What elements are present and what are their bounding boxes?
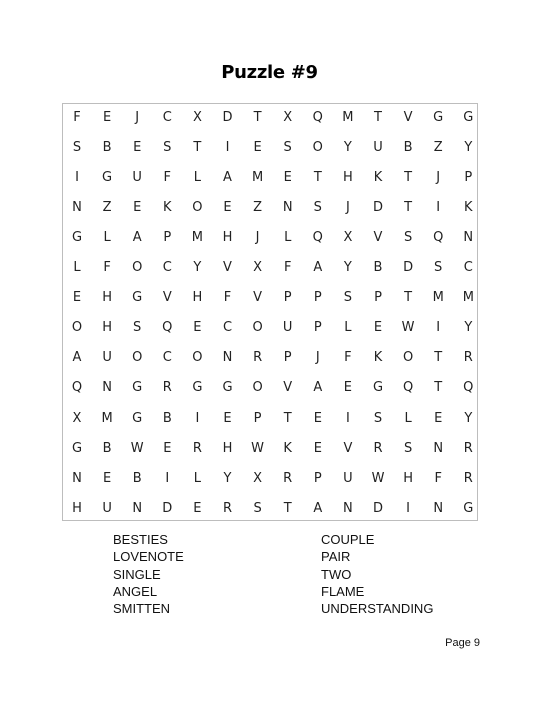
grid-cell[interactable]: E (223, 410, 232, 426)
grid-cell[interactable]: B (403, 140, 413, 156)
grid-cell[interactable]: N (433, 500, 444, 516)
grid-cell[interactable]: F (283, 260, 292, 276)
grid-row (63, 103, 477, 133)
grid-cell[interactable]: Y (343, 260, 352, 276)
grid-cell[interactable]: Y (343, 140, 352, 156)
grid-cell[interactable]: Y (464, 320, 473, 336)
grid-cell[interactable]: B (102, 140, 112, 156)
grid-cell[interactable]: I (165, 470, 170, 486)
grid-cell[interactable]: W (251, 440, 265, 456)
grid-cell[interactable]: S (434, 260, 443, 276)
grid-cell[interactable]: K (373, 170, 383, 186)
grid-cell[interactable]: X (253, 470, 263, 486)
grid-cell[interactable]: P (163, 230, 172, 246)
grid-cell[interactable]: G (132, 410, 143, 426)
grid-cell[interactable]: P (283, 290, 292, 306)
word-list-item: ANGEL (113, 583, 158, 599)
grid-cell[interactable]: Z (253, 200, 263, 216)
grid-cell[interactable]: S (403, 440, 413, 456)
grid-cell[interactable]: K (464, 200, 473, 216)
grid-cell[interactable]: J (436, 170, 441, 186)
grid-cell[interactable]: T (404, 290, 413, 306)
word-search-grid (62, 103, 478, 521)
grid-cell[interactable]: V (343, 440, 353, 456)
grid-cell[interactable]: M (342, 110, 354, 125)
grid-cell[interactable]: Q (402, 380, 414, 396)
grid-cell[interactable]: V (223, 260, 232, 276)
grid-cell[interactable]: I (436, 320, 441, 336)
grid-cell[interactable]: K (283, 440, 292, 456)
grid-cell[interactable]: N (132, 500, 143, 516)
grid-cell[interactable]: A (223, 170, 232, 186)
grid-cell[interactable]: E (373, 320, 383, 336)
grid-cell[interactable]: L (193, 170, 202, 186)
grid-row (63, 283, 477, 313)
grid-cell[interactable]: D (162, 500, 173, 516)
grid-cell[interactable]: H (102, 320, 112, 336)
grid-cell[interactable]: E (283, 170, 292, 186)
grid-row (63, 253, 477, 283)
grid-row (63, 223, 477, 253)
grid-cell[interactable]: R (373, 440, 383, 456)
grid-row (63, 133, 477, 163)
grid-cell[interactable]: A (313, 380, 323, 396)
grid-cell[interactable]: Z (433, 140, 443, 156)
grid-cell[interactable]: O (192, 200, 203, 216)
grid-cell[interactable]: I (436, 200, 441, 216)
grid-cell[interactable]: Y (464, 140, 473, 156)
grid-cell[interactable]: G (71, 440, 83, 456)
grid-cell[interactable]: X (253, 260, 263, 276)
grid-cell[interactable]: L (103, 230, 111, 246)
grid-cell[interactable]: D (372, 500, 383, 516)
grid-cell[interactable]: E (102, 110, 112, 125)
grid-cell[interactable]: J (315, 350, 320, 366)
grid-cell[interactable]: N (463, 230, 474, 246)
grid-cell[interactable]: O (132, 260, 143, 276)
grid-cell[interactable]: S (313, 200, 322, 216)
grid-cell[interactable]: E (102, 470, 112, 486)
grid-cell[interactable]: T (313, 170, 322, 186)
grid-cell[interactable]: S (133, 320, 142, 336)
grid-cell[interactable]: H (192, 290, 203, 306)
word-list-item: SMITTEN (113, 601, 171, 617)
word-list-item: LOVENOTE (113, 549, 184, 565)
grid-cell[interactable]: I (195, 410, 200, 426)
grid-cell[interactable]: F (163, 170, 172, 186)
grid-cell[interactable]: N (72, 200, 82, 216)
word-list-left (113, 531, 184, 617)
grid-cell[interactable]: F (434, 470, 442, 486)
grid-cell[interactable]: E (72, 290, 82, 306)
grid-cell[interactable]: K (163, 200, 172, 216)
grid-cell[interactable]: H (403, 470, 413, 486)
grid-cell[interactable]: B (102, 440, 112, 456)
grid-cell[interactable]: N (72, 470, 82, 486)
grid-cell[interactable]: U (132, 170, 142, 186)
grid-cell[interactable]: E (133, 140, 142, 156)
grid-cell[interactable]: X (72, 410, 82, 426)
grid-cell[interactable]: L (193, 470, 202, 486)
grid-row (63, 163, 477, 193)
grid-cell[interactable]: O (312, 140, 323, 156)
grid-cell[interactable]: X (192, 110, 202, 125)
grid-cell[interactable]: V (283, 380, 293, 396)
grid-cell[interactable]: Q (312, 230, 323, 246)
grid-cell[interactable]: Y (464, 410, 473, 426)
grid-cell[interactable]: S (343, 290, 353, 306)
grid-cell[interactable]: O (192, 350, 203, 366)
grid-cell[interactable]: J (255, 230, 260, 246)
grid-cell[interactable]: R (162, 380, 172, 396)
grid-cell[interactable]: I (75, 170, 79, 186)
grid-cell[interactable]: R (283, 470, 293, 486)
grid-cell[interactable]: S (283, 140, 292, 156)
grid-cell[interactable]: R (463, 440, 473, 456)
grid-row (63, 494, 477, 524)
grid-cell[interactable]: T (283, 500, 292, 516)
grid-cell[interactable]: G (463, 110, 474, 125)
word-list-item: SINGLE (113, 566, 161, 582)
word-list-item: COUPLE (321, 532, 375, 547)
grid-cell[interactable]: P (283, 350, 292, 366)
grid-cell[interactable]: T (434, 380, 443, 396)
grid-cell[interactable]: C (463, 260, 473, 276)
grid-cell[interactable]: Y (193, 260, 202, 276)
grid-cell[interactable]: N (102, 380, 112, 396)
grid-cell[interactable]: S (72, 140, 82, 156)
grid-cell[interactable]: G (102, 170, 113, 186)
grid-cell[interactable]: H (72, 500, 82, 516)
grid-cell[interactable]: O (252, 320, 263, 336)
grid-cell[interactable]: U (102, 350, 112, 366)
grid-cell[interactable]: E (193, 500, 202, 516)
grid-cell[interactable]: W (371, 470, 385, 486)
grid-cell[interactable]: S (163, 140, 172, 156)
grid-cell[interactable]: E (313, 410, 322, 426)
grid-cell[interactable]: V (253, 290, 263, 306)
grid-cell[interactable]: R (253, 350, 263, 366)
grid-cell[interactable]: A (313, 260, 323, 276)
grid-row (63, 434, 477, 464)
grid-cell[interactable]: V (403, 110, 413, 125)
grid-cell[interactable]: P (313, 320, 322, 336)
grid-cell[interactable]: M (462, 290, 474, 306)
grid-cell[interactable]: F (73, 110, 81, 125)
grid-cell[interactable]: H (102, 290, 112, 306)
grid-cell[interactable]: Y (223, 470, 232, 486)
grid-cell[interactable]: V (373, 230, 383, 246)
grid-cell[interactable]: K (373, 350, 383, 366)
word-list-right (321, 531, 433, 617)
grid-cell[interactable]: A (313, 500, 323, 516)
grid-cell[interactable]: C (222, 320, 233, 336)
grid-cell[interactable]: D (372, 200, 383, 216)
grid-cell[interactable]: Z (102, 200, 112, 216)
grid-cell[interactable]: S (253, 500, 262, 516)
grid-cell[interactable]: G (433, 110, 444, 125)
grid-cell[interactable]: T (193, 140, 202, 156)
grid-cell[interactable]: Q (312, 110, 323, 125)
grid-cell[interactable]: H (222, 230, 233, 246)
grid-cell[interactable]: G (463, 500, 474, 516)
grid-cell[interactable]: I (406, 500, 411, 516)
word-list-item: UNDERSTANDING (321, 601, 434, 617)
grid-cell[interactable]: E (193, 320, 202, 336)
grid-cell[interactable]: F (344, 350, 352, 366)
word-list-item: PAIR (321, 549, 351, 565)
grid-cell[interactable]: G (71, 230, 83, 246)
grid-cell[interactable]: J (135, 110, 140, 125)
grid-row (63, 313, 477, 343)
grid-row (63, 464, 477, 494)
word-list-item: FLAME (321, 583, 365, 599)
grid-cell[interactable]: T (253, 110, 262, 125)
grid-cell[interactable]: E (343, 380, 352, 396)
grid-cell[interactable]: E (163, 440, 172, 456)
grid-cell[interactable]: T (283, 410, 292, 426)
grid-cell[interactable]: M (432, 290, 444, 306)
grid-cell[interactable]: M (101, 410, 113, 426)
grid-cell[interactable]: L (344, 320, 352, 336)
grid-cell[interactable]: A (132, 230, 142, 246)
grid-cell[interactable]: E (133, 200, 142, 216)
grid-cell[interactable]: R (463, 350, 473, 366)
grid-cell[interactable]: H (222, 440, 233, 456)
grid-cell[interactable]: O (402, 350, 414, 366)
grid-cell[interactable]: S (373, 410, 383, 426)
grid-cell[interactable]: P (313, 470, 322, 486)
grid-cell[interactable]: U (343, 470, 353, 486)
grid-cell[interactable]: H (343, 170, 353, 186)
grid-cell[interactable]: S (403, 230, 413, 246)
grid-cell[interactable]: G (192, 380, 203, 396)
grid-cell[interactable]: C (162, 260, 172, 276)
grid-cell[interactable]: L (284, 230, 292, 246)
grid-cell[interactable]: T (374, 110, 382, 125)
grid-cell[interactable]: Q (463, 380, 474, 396)
grid-cell[interactable]: O (252, 380, 263, 396)
grid-cell[interactable]: P (464, 170, 473, 186)
page-number: Page 9 (445, 637, 480, 649)
grid-cell[interactable]: M (191, 230, 203, 246)
word-list-item: BESTIES (113, 532, 168, 547)
grid-cell[interactable]: E (313, 440, 322, 456)
grid-cell[interactable]: D (403, 260, 414, 276)
grid-cell[interactable]: C (162, 350, 172, 366)
grid-cell[interactable]: R (463, 470, 473, 486)
grid-cell[interactable]: N (433, 440, 444, 456)
grid-cell[interactable]: E (253, 140, 262, 156)
grid-cell[interactable]: I (225, 140, 230, 156)
grid-cell[interactable]: N (343, 500, 353, 516)
grid-cell[interactable]: A (72, 350, 82, 366)
grid-cell[interactable]: G (132, 290, 143, 306)
grid-cell[interactable]: G (372, 380, 384, 396)
grid-cell[interactable]: Q (71, 380, 83, 396)
grid-cell[interactable]: F (223, 290, 232, 306)
grid-cell[interactable]: U (373, 140, 383, 156)
grid-cell[interactable]: M (251, 170, 264, 186)
grid-cell[interactable]: Q (162, 320, 173, 336)
grid-cell[interactable]: O (132, 350, 143, 366)
grid-cell[interactable]: W (130, 440, 144, 456)
grid-cell[interactable]: X (343, 230, 353, 246)
grid-cell[interactable]: F (103, 260, 111, 276)
grid-cell[interactable]: P (374, 290, 382, 306)
grid-cell[interactable]: L (404, 410, 412, 426)
grid-cell[interactable]: Q (433, 230, 444, 246)
grid-cell[interactable]: G (222, 380, 233, 396)
grid-cell[interactable]: B (132, 470, 142, 486)
grid-cell[interactable]: P (313, 290, 322, 306)
grid-row (63, 343, 477, 373)
grid-cell[interactable]: B (162, 410, 172, 426)
grid-cell[interactable]: B (373, 260, 383, 276)
grid-cell[interactable]: T (434, 350, 443, 366)
grid-cell[interactable]: P (253, 410, 262, 426)
grid-cell[interactable]: R (192, 440, 202, 456)
grid-cell[interactable]: D (222, 110, 233, 125)
grid-cell[interactable]: N (282, 200, 293, 216)
grid-cell[interactable]: U (282, 320, 293, 336)
word-list-item: TWO (321, 566, 352, 582)
grid-cell[interactable]: V (162, 290, 172, 306)
grid-cell[interactable]: X (283, 110, 293, 125)
grid-row (63, 404, 477, 434)
grid-cell[interactable]: N (222, 350, 233, 366)
grid-cell[interactable]: U (102, 500, 112, 516)
grid-cell[interactable]: C (162, 110, 172, 125)
grid-cell[interactable]: E (223, 200, 232, 216)
grid-cell[interactable]: T (404, 170, 413, 186)
puzzle-title: Puzzle #9 (221, 62, 318, 83)
grid-cell[interactable]: L (73, 260, 81, 276)
grid-cell[interactable]: I (345, 410, 350, 426)
grid-cell[interactable]: R (222, 500, 233, 516)
grid-cell[interactable]: T (404, 200, 413, 216)
grid-cell[interactable]: J (345, 200, 350, 216)
grid-cell[interactable]: G (132, 380, 143, 396)
grid-row (63, 373, 477, 403)
grid-row (63, 193, 477, 223)
grid-cell[interactable]: O (71, 320, 83, 336)
grid-cell[interactable]: W (401, 320, 415, 336)
grid-cell[interactable]: E (434, 410, 443, 426)
